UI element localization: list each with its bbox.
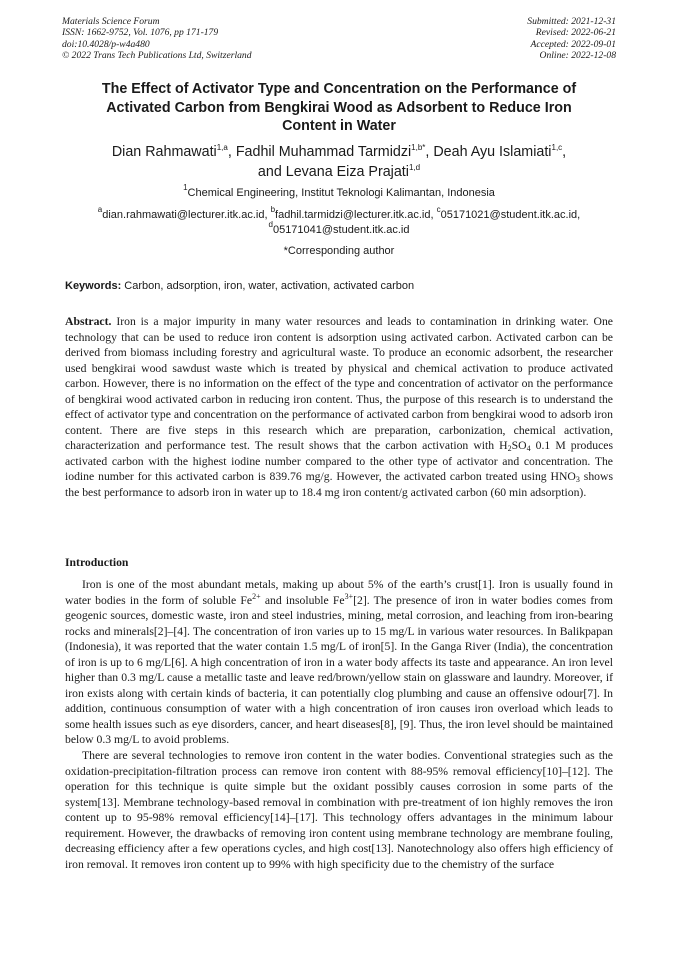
superscript: 2+ — [252, 591, 261, 601]
abstract-label: Abstract. — [65, 315, 112, 328]
date-revised: Revised: 2022-06-21 — [535, 27, 616, 39]
title-line: Content in Water — [282, 118, 396, 134]
paragraph — [65, 577, 613, 748]
superscript: 3+ — [344, 591, 354, 601]
author-name: Deah Ayu Islamiati — [433, 144, 552, 160]
abstract-subscript: 2 — [507, 444, 512, 454]
email-link[interactable]: dian.rahmawati@lecturer.itk.ac.id — [102, 209, 265, 221]
author-separator: , — [425, 144, 434, 160]
paragraph-text: [2]. The presence of iron in water bodies comes from geogenic sources, domestic waste, iron and steel industries, mining, metal corrosion, and leaching from iron-bearing rocks and minerals[2]–[4]. The concentration of iron varies up to 15 mg/L in various water resources. In Balikpapan (Indonesia), it was reported that the water contain 1.5 mg/L of iron[5]. In the Ganga River (India), the concentration of iron is up to 6 mg/L[6]. A high concentration of iron in a water body affects its taste and appearance. An iron level higher than 0.3 mg/L cause a metallic taste and leave red/brown/yellow stain on glassware and laundry. Moreover, if iron exists along with certain kinds of bacteria, it can potentially clog plumbing and cause an offensive odour[7]. In addition, continuous consumption of water with a high concentration of iron causes iron overload which leads to some health issues such as eye disorders, cancer, and heart diseases[8], [9]. Thus, the iron level should be maintained below 0.3 mg/L to avoid problems. — [65, 593, 613, 747]
introduction-body — [65, 577, 613, 872]
affiliation — [60, 183, 618, 200]
keywords-text: Carbon, adsorption, iron, water, activation, activated carbon — [121, 280, 415, 292]
paragraph-text: Iron is one of the most abundant metals, making up about 5% of the earth’s crust[1]. Iron is usually found in water bodies in the form of soluble Fe — [65, 578, 613, 607]
email-link[interactable]: 05171021@student.itk.ac.id — [440, 209, 578, 221]
abstract — [65, 314, 613, 501]
email-link[interactable]: 05171041@student.itk.ac.id — [272, 224, 410, 236]
title-line: The Effect of Activator Type and Concentration on the Performance of — [101, 81, 577, 97]
section-heading: Introduction — [65, 556, 129, 569]
author-name: Dian Rahmawati — [111, 144, 217, 160]
author-name: Levana Eiza Prajati — [285, 164, 409, 180]
journal-doi: doi:10.4028/p-w4a480 — [62, 38, 150, 50]
email-sup: d — [268, 220, 273, 229]
author-list — [60, 142, 618, 182]
affiliation-sup: 1 — [183, 183, 188, 192]
author-conjunction: and — [257, 164, 286, 180]
author-affil-sup: 1,d — [408, 163, 421, 172]
affiliation-text: Chemical Engineering, Institut Teknologi Kalimantan, Indonesia — [187, 187, 495, 199]
abstract-subscript: 4 — [526, 444, 531, 454]
abstract-text: SO — [511, 439, 527, 453]
author-name: Fadhil Muhammad Tarmidzi — [235, 144, 412, 160]
title-line: Activated Carbon from Bengkirai Wood as Adsorbent to Reduce Iron — [106, 99, 572, 116]
author-affil-sup: 1,b* — [411, 143, 426, 152]
email-sup: a — [97, 205, 103, 214]
author-emails: $^a$dian.rahmawati@lecturer.itk.ac.id, $^b$fadhil.tarmidzi@lecturer.itk.ac.id, $^c$05171021@student.itk.ac.id, $^d$05171041@student.itk.ac.id — [97, 205, 581, 236]
journal-info — [62, 16, 252, 62]
abstract-subscript: 3 — [575, 475, 580, 485]
email-link[interactable]: fadhil.tarmidzi@lecturer.itk.ac.id — [275, 209, 431, 221]
journal-issn: ISSN: 1662-9752, Vol. 1076, pp 171-179 — [62, 27, 219, 39]
date-online: Online: 2022-12-08 — [539, 50, 616, 62]
date-accepted: Accepted: 2022-09-01 — [530, 38, 616, 50]
keywords — [65, 279, 613, 293]
author-separator: , — [227, 144, 236, 160]
paper-title — [60, 80, 618, 136]
author-separator: , — [562, 144, 567, 160]
author-affil-sup: 1,a — [216, 143, 228, 152]
abstract-text: 0.1 M produces activated carbon with the highest iodine number compared to the other type of activator and concentration. The iodine number for this activated carbon is 839.76 mg/g. However, the activated carbon treated using HNO — [65, 439, 613, 484]
abstract-text: Iron is a major impurity in many water resources and leads to contamination in drinking water. One technology that can be used to reduce iron content is adsorption using activated carbon. Activated carbon can be derived from biomass including forestry and agricultural waste. To produce an economic adsorbent, the researcher used bengkirai wood sawdust waste which is treated by physical and chemical activation to produce activated carbon. However, there is no information on the effect of the type and concentration of activator on the performance of bengkirai wood activated carbon in reducing iron content. Thus, the purpose of this research is to understand the effect of activator type and concentration on the performance of activated carbon from bengkirai wood to adsorb iron content. There are five steps in this research which are preparation, carbonization, chemical activation, characterization and performance test. The result shows that the carbon activation with H — [65, 315, 613, 453]
journal-name: Materials Science Forum — [62, 16, 160, 27]
date-submitted: Submitted: 2021-12-31 — [527, 16, 616, 27]
corresponding-author-note: *Corresponding author — [283, 245, 395, 257]
email-sup: c — [436, 205, 441, 214]
keywords-label: Keywords: — [65, 280, 122, 292]
publication-dates — [527, 16, 616, 62]
email-sup: b — [270, 205, 276, 214]
journal-copyright: © 2022 Trans Tech Publications Ltd, Switzerland — [62, 50, 252, 62]
abstract-text: shows the best performance to adsorb iron in water up to 18.4 mg iron content/g activated carbon (60 min adsorption). — [65, 470, 613, 500]
paragraph: There are several technologies to remove iron content in the water bodies. Conventional strategies such as the oxidation-precipitation-filtration process can remove iron content with 88-95% removal efficiency[10]–[12]. The operation for this technique is quite simple but the oxidant possibly causes corrosion in some parts of the system[13]. Membrane technology-based removal in combination with pre-treatment of ion highly removes the iron content up to 95-98% removal efficiency[14]–[17]. This technology offers advantages in the minimum labour requirement. However, the drawbacks of removing iron content using membrane technology are membrane fouling, decreasing efficiency after a few operations cycles, and high cost[13]. Nanotechnology also offers high efficiency of iron removal. It removes iron content up to 99% with high specificity due to the chemistry of the surface — [65, 749, 613, 871]
author-affil-sup: 1,c — [551, 143, 563, 152]
paragraph-text: and insoluble Fe — [260, 593, 345, 607]
